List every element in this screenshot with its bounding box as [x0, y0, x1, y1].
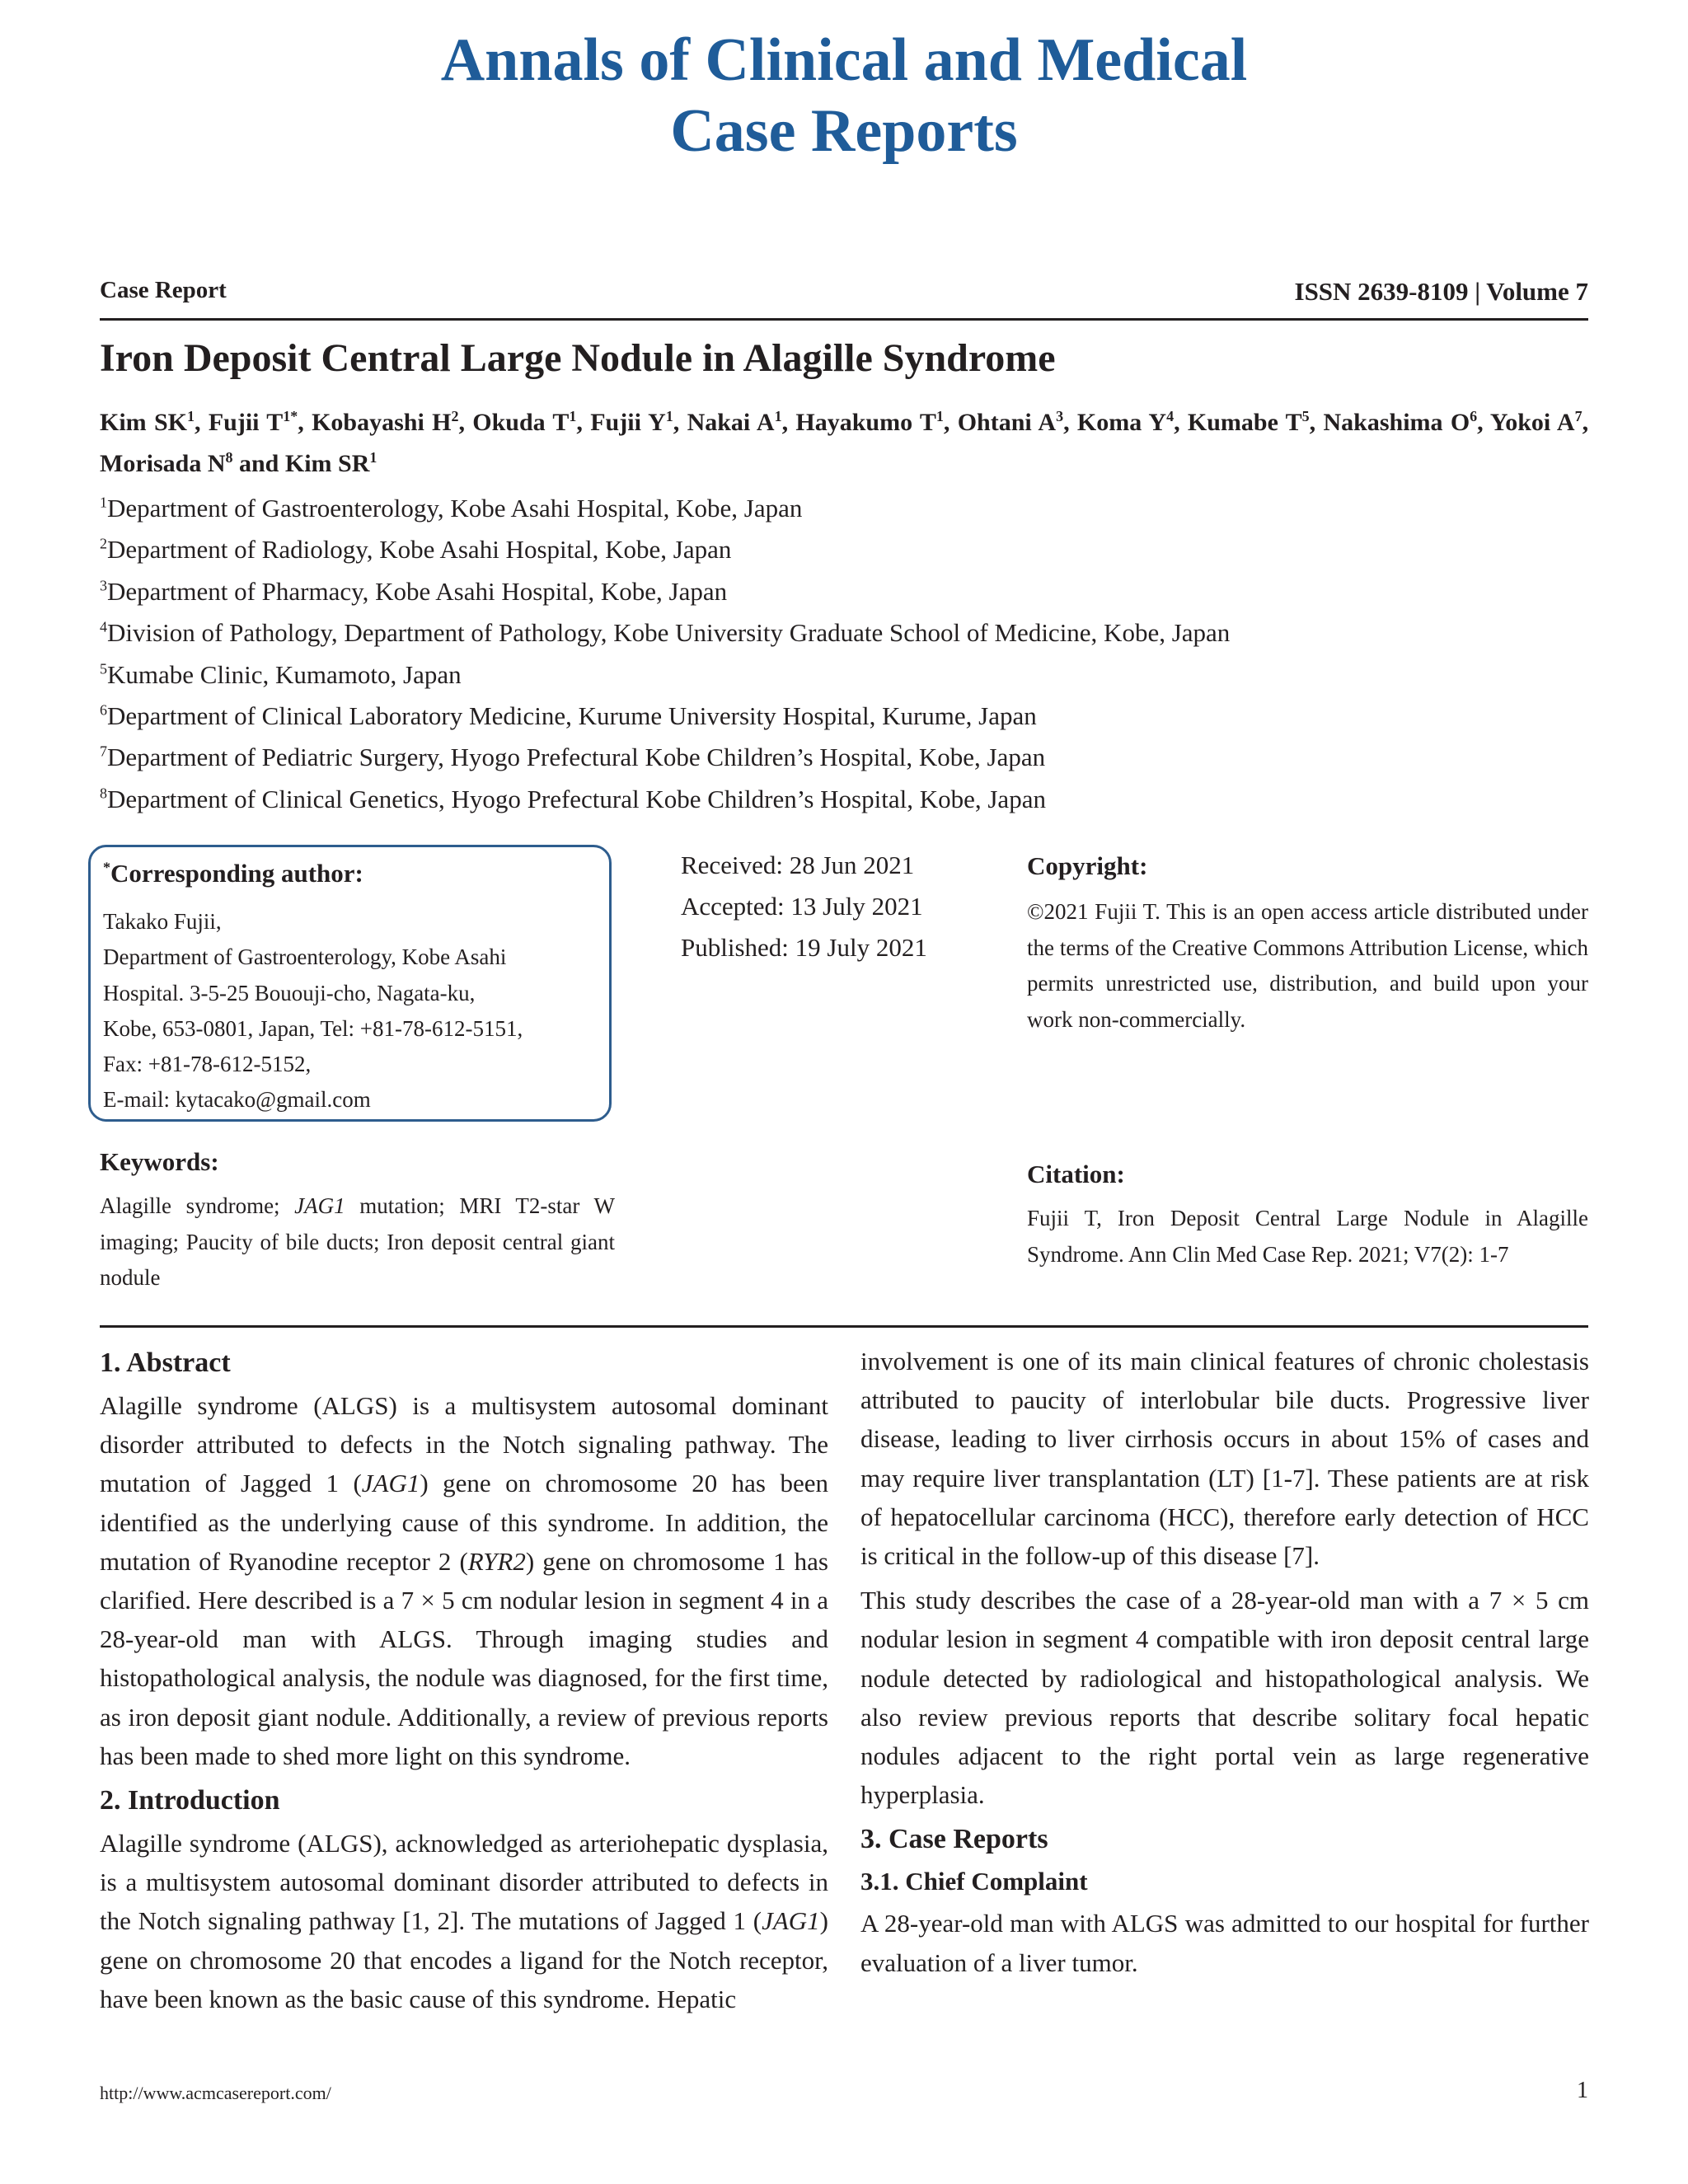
- article-dates: [681, 845, 927, 968]
- chief-complaint-paragraph: A 28-year-old man with ALGS was admitted to our hospital for further evaluation of a liver tumor.: [860, 1909, 1589, 1977]
- author: Kobayashi $H^2$,: [312, 408, 473, 436]
- corresponding-author-title: *Corresponding author:: [103, 859, 363, 888]
- keywords-title: Keywords:: [100, 1147, 219, 1176]
- case-reports-heading: 3. Case Reports: [860, 1824, 1048, 1855]
- introduction-paragraph-2: This study describes the case of a 28-year-old man with a 7 × 5 cm nodular lesion in segment 4 compatible with iron deposit central large nodule detected by radiological and histopathological analysis. We also review previous reports that describe solitary focal hepatic nodules adjacent to the right portal vein as large regenerative hyperplasia.: [860, 1586, 1589, 1810]
- header-divider: [100, 318, 1588, 321]
- author: Kim $SK^1$,: [100, 408, 209, 436]
- corresponding-author-fax: Fax: +81-78-612-5152,: [103, 1052, 312, 1077]
- abstract-heading: 1. Abstract: [100, 1347, 231, 1378]
- author: Kim $SR^1$: [284, 449, 377, 477]
- date-accepted: Accepted: 13 July 2021: [681, 892, 923, 921]
- affiliation-list: [100, 488, 1588, 820]
- issn-volume: ISSN 2639-8109 | Volume 7: [1294, 277, 1588, 306]
- affiliation: $^6$Department of Clinical Laboratory Medicine, Kurume University Hospital, Kurume, Japan: [100, 701, 1037, 731]
- introduction-paragraph-continued: involvement is one of its main clinical features of chronic cholestasis attributed to paucity of interlobular bile ducts. Progressive liver disease, leading to liver cirrhosis occurs in about 15% of cases and may require liver transplantation (LT) [1-7]. These patients are at risk of hepatocellular carcinoma (HCC), therefore early detection of HCC is critical in the follow-up of this disease [7].: [860, 1347, 1589, 1571]
- corresponding-author-details: [103, 904, 606, 1118]
- page-number: 1: [1577, 2078, 1588, 2103]
- author: Hayakumo $T^1$,: [795, 408, 958, 436]
- affiliation: $^7$Department of Pediatric Surgery, Hyogo Prefectural Kobe Children’s Hospital, Kobe, Japan: [100, 743, 1046, 772]
- date-published: Published: 19 July 2021: [681, 933, 927, 962]
- journal-title-line1: Annals of Clinical and Medical: [440, 26, 1248, 94]
- affiliation: $^5$Kumabe Clinic, Kumamoto, Japan: [100, 659, 462, 689]
- author: Fujii $T^{1*}$,: [208, 408, 312, 436]
- author: Yokoi $A^7$,: [1489, 408, 1589, 436]
- corresponding-author-address: Hospital. 3-5-25 Bououji-cho, Nagata-ku,: [103, 980, 476, 1005]
- author: Fujii $Y^1$,: [590, 408, 687, 436]
- article-meta-row: [100, 277, 1588, 310]
- author: Morisada $N^8$ and: [100, 449, 285, 477]
- author-list: [100, 402, 1588, 485]
- article-type: Case Report: [100, 277, 227, 303]
- corresponding-author-address: Department of Gastroenterology, Kobe Asahi: [103, 944, 507, 970]
- author: Nakashima $O^6$,: [1323, 408, 1490, 436]
- affiliation: $^8$Department of Clinical Genetics, Hyogo Prefectural Kobe Children’s Hospital, Kobe, Japan: [100, 784, 1046, 813]
- author: Kumabe $T^5$,: [1187, 408, 1324, 436]
- journal-title: [0, 25, 1688, 166]
- introduction-heading: 2. Introduction: [100, 1785, 280, 1816]
- journal-title-line2: Case Reports: [670, 97, 1018, 165]
- keywords-text: Alagille syndrome; JAG1 mutation; MRI T2-star W imaging; Paucity of bile ducts; Iron deposit central giant nodule: [100, 1193, 615, 1290]
- copyright-title: Copyright:: [1027, 851, 1148, 880]
- corresponding-author-name: Takako Fujii,: [103, 909, 222, 934]
- article-title: Iron Deposit Central Large Nodule in Alagille Syndrome: [100, 336, 1056, 380]
- author: Ohtani $A^3$,: [957, 408, 1077, 436]
- date-received: Received: 28 Jun 2021: [681, 851, 915, 879]
- citation-title: Citation:: [1027, 1160, 1125, 1188]
- author: Koma $Y^4$,: [1076, 408, 1188, 436]
- introduction-paragraph: Alagille syndrome (ALGS), acknowledged as arteriohepatic dysplasia, is a multisystem autosomal dominant disorder attributed to defects in the Notch signaling pathway [1, 2]. The mutations of Jagged 1 (JAG1) gene on chromosome 20 that encodes a ligand for the Notch receptor, have been known as the basic cause of this syndrome. Hepatic: [100, 1829, 828, 2013]
- section-divider: [100, 1325, 1588, 1328]
- author: Nakai $A^1$,: [687, 408, 796, 436]
- affiliation: $^1$Department of Gastroenterology, Kobe Asahi Hospital, Kobe, Japan: [100, 494, 803, 523]
- body-column-left: [100, 1342, 828, 2024]
- abstract-paragraph: Alagille syndrome (ALGS) is a multisystem autosomal dominant disorder attributed to defects in the Notch signaling pathway. The mutation of Jagged 1 (JAG1) gene on chromosome 20 has been identified as the underlying cause of this syndrome. In addition, the mutation of Ryanodine receptor 2 (RYR2) gene on chromosome 1 has clarified. Here described is a 7 × 5 cm nodular lesion in segment 4 in a 28-year-old man with ALGS. Through imaging studies and histopathological analysis, the nodule was diagnosed, for the first time, as iron deposit giant nodule. Additionally, a review of previous reports has been made to shed more light on this syndrome.: [100, 1391, 828, 1770]
- body-column-right: [860, 1342, 1589, 1988]
- author: Okuda $T^1$,: [472, 408, 591, 436]
- affiliation: $^2$Department of Radiology, Kobe Asahi Hospital, Kobe, Japan: [100, 535, 732, 565]
- citation-text: Fujii T, Iron Deposit Central Large Nodule in Alagille Syndrome. Ann Clin Med Case Rep. 2021; V7(2): 1-7: [1027, 1206, 1588, 1267]
- chief-complaint-heading: 3.1. Chief Complaint: [860, 1867, 1088, 1896]
- affiliation: $^3$Department of Pharmacy, Kobe Asahi Hospital, Kobe, Japan: [100, 576, 728, 606]
- corresponding-author-email[interactable]: E-mail: kytacako@gmail.com: [103, 1087, 371, 1113]
- copyright-text: ©2021 Fujii T. This is an open access article distributed under the terms of the Creative Commons Attribution License, which permits unrestricted use, distribution, and build upon your work non-commercially.: [1027, 899, 1588, 1032]
- corresponding-author-address: Kobe, 653-0801, Japan, Tel: +81-78-612-5151,: [103, 1015, 523, 1041]
- affiliation: $^4$Division of Pathology, Department of Pathology, Kobe University Graduate School of Medicine, Kobe, Japan: [100, 618, 1231, 648]
- footer-url-link[interactable]: http://www.acmcasereport.com/: [100, 2083, 331, 2103]
